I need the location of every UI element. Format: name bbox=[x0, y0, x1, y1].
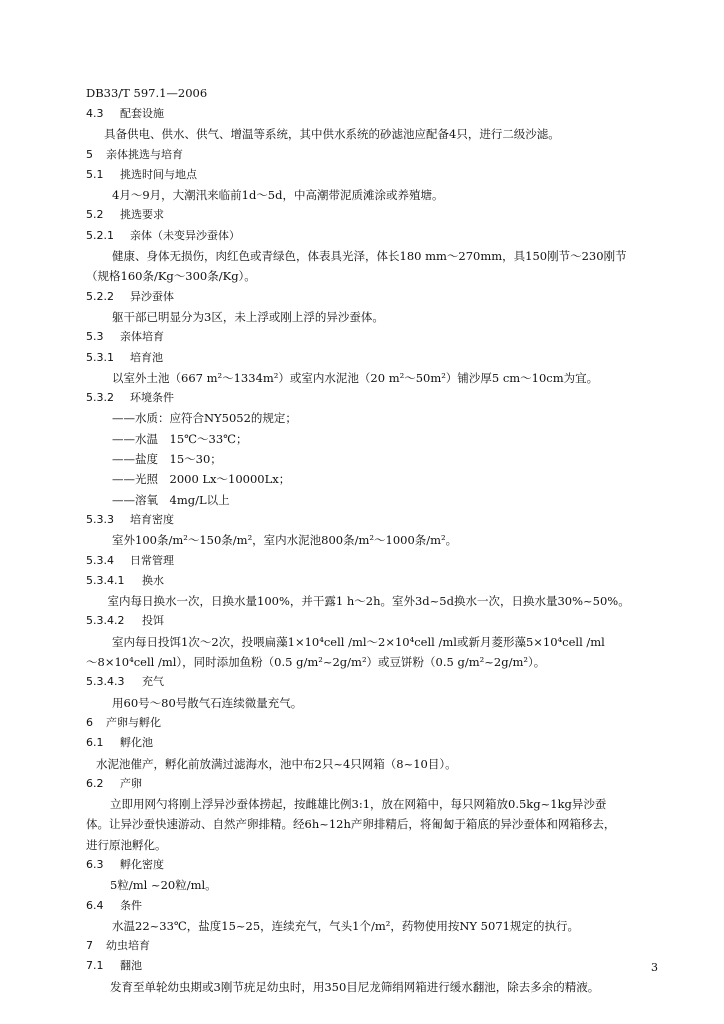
section-number: 5.3.2 bbox=[86, 391, 114, 405]
section-heading bbox=[86, 936, 660, 956]
paragraph-line: （规格160条/Kg～300条/Kg）。 bbox=[86, 269, 256, 284]
paragraph-line: ～8×10⁴cell /ml），同时添加鱼粉（0.5 g/m²~2g/m²）或豆饼粉（0.5 g/m²~2g/m²）。 bbox=[86, 655, 546, 670]
section-heading bbox=[86, 672, 660, 692]
section-number: 7 bbox=[86, 939, 93, 953]
paragraph-line: 水泥池催产，孵化前放满过滤海水，池中布2只~4只网箱（8~10目）。 bbox=[96, 756, 457, 771]
standard-code: DB33/T 597.1—2006 bbox=[86, 86, 208, 100]
paragraph-line: 室内每日投饵1次～2次，投喂扁藻1×10⁴cell /ml～2×10⁴cell /ml或新月菱形藻5×10⁴cell /ml bbox=[112, 634, 605, 649]
section-title: 配套设施 bbox=[120, 107, 164, 120]
section-number: 5.3.4.3 bbox=[86, 675, 125, 689]
section-title: 产卵 bbox=[120, 776, 142, 790]
paragraph-line: ——溶氧 4mg/L以上 bbox=[112, 492, 230, 507]
paragraph-line: 4月～9月，大潮汛来临前1d～5d，中高潮带泥质滩涂或养殖塘。 bbox=[112, 188, 444, 203]
paragraph-line: ——盐度 15～30； bbox=[112, 452, 222, 467]
section-number: 5.3.4 bbox=[86, 553, 114, 567]
section-heading bbox=[86, 510, 660, 530]
section-title: 充气 bbox=[142, 675, 164, 689]
section-heading bbox=[86, 774, 660, 794]
document-body bbox=[86, 104, 660, 997]
paragraph-line: 健康、身体无损伤，肉红色或青绿色，体表具光泽，体长180 mm～270mm，具150刚节～230刚节 bbox=[112, 249, 627, 264]
section-heading bbox=[86, 733, 660, 753]
section-title: 幼虫培育 bbox=[106, 939, 150, 953]
section-heading bbox=[86, 145, 660, 165]
section-heading bbox=[86, 348, 660, 368]
paragraph-line: ——水质：应符合NY5052的规定； bbox=[112, 411, 297, 426]
paragraph-line: 室内每日换水一次，日换水量100%，并干露1 h～2h。室外3d~5d换水一次，日换水量30%~50%。 bbox=[96, 594, 630, 609]
section-number: 5.3.3 bbox=[86, 512, 114, 526]
section-title: 亲体（未变异沙蚕体） bbox=[130, 228, 240, 242]
section-title: 亲体培育 bbox=[120, 330, 164, 344]
section-title: 产卵与孵化 bbox=[106, 715, 161, 729]
section-number: 5.2.2 bbox=[86, 289, 114, 303]
section-title: 翻池 bbox=[120, 959, 142, 973]
section-title: 环境条件 bbox=[130, 391, 174, 405]
section-heading bbox=[86, 388, 660, 408]
section-heading bbox=[86, 104, 660, 124]
section-number: 5.3.4.1 bbox=[86, 573, 125, 587]
paragraph-line: 立即用网勺将刚上浮异沙蚕体捞起，按雌雄比例3:1，放在网箱中，每只网箱放0.5kg~1kg异沙蚕 bbox=[110, 797, 607, 812]
paragraph-line: 以室外土池（667 m²～1334m²）或室内水泥池（20 m²～50m²）铺沙厚5 cm～10cm为宜。 bbox=[112, 370, 599, 385]
section-heading bbox=[86, 287, 660, 307]
section-number: 5.1 bbox=[86, 167, 104, 181]
section-number: 6.1 bbox=[86, 736, 104, 750]
section-title: 挑选时间与地点 bbox=[120, 167, 197, 181]
section-title: 条件 bbox=[120, 898, 142, 912]
section-title: 孵化密度 bbox=[120, 857, 164, 871]
section-heading bbox=[86, 896, 660, 916]
section-heading bbox=[86, 165, 660, 185]
paragraph-line: 水温22~33℃，盐度15~25，连续充气，气头1个/m²，药物使用按NY 5071规定的执行。 bbox=[112, 918, 579, 933]
section-heading bbox=[86, 571, 660, 591]
section-heading bbox=[86, 205, 660, 225]
section-number: 5.2 bbox=[86, 208, 104, 222]
section-title: 日常管理 bbox=[130, 553, 174, 567]
paragraph-line: 躯干部已明显分为3区，未上浮或刚上浮的异沙蚕体。 bbox=[112, 309, 384, 324]
section-title: 亲体挑选与培育 bbox=[106, 147, 183, 161]
section-title: 异沙蚕体 bbox=[130, 289, 174, 303]
page-number: 3 bbox=[651, 961, 658, 974]
section-heading bbox=[86, 551, 660, 571]
paragraph-line: 体。让异沙蚕快速游动、自然产卵排精。经6h~12h产卵排精后，将匍匐于箱底的异沙蚕体和网箱移去， bbox=[86, 817, 616, 832]
section-heading bbox=[86, 956, 660, 976]
section-number: 4.3 bbox=[86, 107, 104, 120]
section-number: 6.4 bbox=[86, 898, 104, 912]
section-title: 孵化池 bbox=[120, 736, 153, 750]
section-title: 挑选要求 bbox=[120, 208, 164, 222]
section-number: 6.3 bbox=[86, 857, 104, 871]
section-number: 6.2 bbox=[86, 776, 104, 790]
paragraph-line: 进行原池孵化。 bbox=[86, 837, 167, 852]
section-heading bbox=[86, 611, 660, 631]
paragraph-line: 发育至单轮幼虫期或3刚节疣足幼虫时，用350目尼龙筛绢网箱进行缓水翻池，除去多余的精液。 bbox=[110, 979, 600, 994]
section-heading bbox=[86, 713, 660, 733]
paragraph-line: ——水温 15℃～33℃； bbox=[112, 431, 248, 446]
paragraph-line: 5粒/ml ~20粒/ml。 bbox=[110, 878, 217, 893]
section-title: 投饵 bbox=[142, 614, 164, 628]
section-number: 7.1 bbox=[86, 959, 104, 973]
section-title: 换水 bbox=[142, 573, 164, 587]
paragraph-line: 室外100条/m²～150条/m²，室内水泥池800条/m²～1000条/m²。 bbox=[112, 533, 458, 548]
paragraph-line: 具备供电、供水、供气、增温等系统，其中供水系统的砂滤池应配备4只，进行二级沙滤。 bbox=[104, 127, 560, 142]
paragraph-line: ——光照 2000 Lx～10000Lx； bbox=[112, 472, 291, 487]
section-number: 5 bbox=[86, 147, 93, 161]
section-title: 培育池 bbox=[130, 350, 163, 364]
section-title: 培育密度 bbox=[130, 512, 174, 526]
section-number: 5.3.1 bbox=[86, 350, 114, 364]
section-heading bbox=[86, 327, 660, 347]
section-number: 5.3.4.2 bbox=[86, 614, 125, 628]
paragraph-line: 用60号～80号散气石连续微量充气。 bbox=[112, 695, 303, 710]
section-heading bbox=[86, 855, 660, 875]
section-number: 6 bbox=[86, 715, 93, 729]
section-number: 5.2.1 bbox=[86, 228, 114, 242]
section-number: 5.3 bbox=[86, 330, 104, 344]
section-heading bbox=[86, 226, 660, 246]
